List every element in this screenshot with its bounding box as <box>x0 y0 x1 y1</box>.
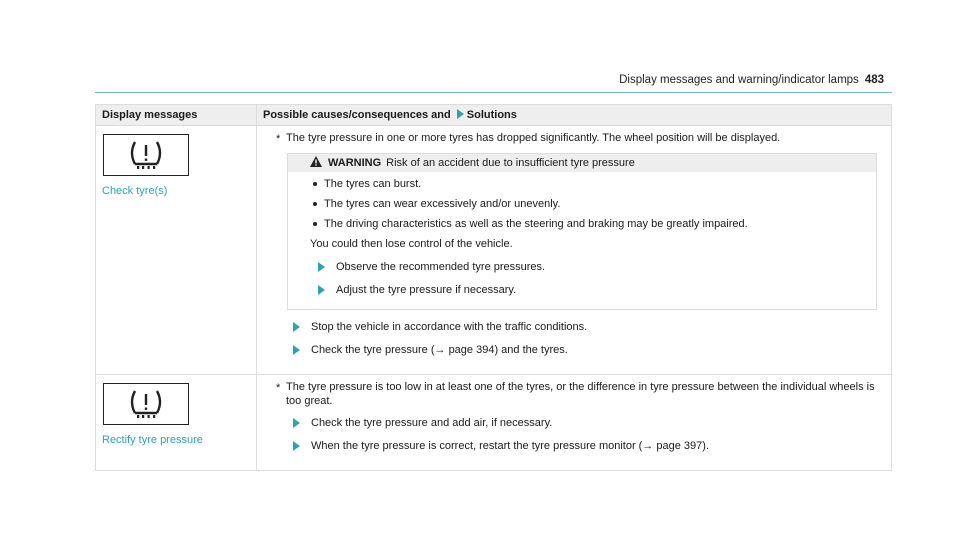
step-arrow-icon <box>293 345 300 355</box>
tyre-pressure-warning-icon <box>103 134 189 176</box>
step-text: Stop the vehicle in accordance with the traffic conditions. <box>311 321 588 333</box>
solution-step <box>293 343 885 357</box>
step-arrow-icon <box>293 441 300 451</box>
cause-text: * The tyre pressure is too low in at least one of the tyres, or the difference in tyre pressure between the individual wheels is too great. <box>276 380 885 408</box>
display-messages-table <box>95 104 892 471</box>
page-reference-link[interactable]: page 394 <box>448 344 495 356</box>
col-header-causes-text: Possible causes/consequences and <box>263 109 451 121</box>
step-text-pre: When the tyre pressure is correct, restart the tyre pressure monitor ( <box>311 440 643 452</box>
warning-step <box>318 260 868 274</box>
message-check-tyres: Check tyre(s) <box>102 185 168 197</box>
list-item: The tyres can burst. <box>324 177 868 191</box>
list-item: The tyres can wear excessively and/or unevenly. <box>324 197 868 211</box>
step-arrow-icon <box>293 322 300 332</box>
warning-body <box>288 172 876 309</box>
table-row <box>96 126 892 375</box>
causes-cell <box>257 375 892 471</box>
solution-step <box>293 320 885 334</box>
table-header-row <box>96 105 892 126</box>
col-header-causes <box>257 105 892 126</box>
step-arrow-icon <box>293 418 300 428</box>
page-header <box>95 74 892 93</box>
cause-text: * The tyre pressure in one or more tyres has dropped significantly. The wheel position will be displayed. <box>276 131 885 145</box>
step-arrow-icon <box>318 285 325 295</box>
message-rectify-tyre-pressure: Rectify tyre pressure <box>102 434 203 446</box>
tyre-pressure-warning-icon <box>103 383 189 425</box>
warning-bullets <box>310 177 868 231</box>
warning-heading: Risk of an accident due to insufficient tyre pressure <box>386 157 635 169</box>
step-text: Adjust the tyre pressure if necessary. <box>336 284 517 296</box>
page-number: 483 <box>864 74 884 86</box>
col-header-solutions-text: Solutions <box>466 109 517 121</box>
step-text: Observe the recommended tyre pressures. <box>336 261 546 273</box>
table-row <box>96 375 892 471</box>
warning-header <box>288 154 876 172</box>
causes-cell <box>257 126 892 375</box>
message-cell <box>96 126 257 375</box>
header-text <box>619 74 884 86</box>
warning-title: WARNING <box>328 157 382 169</box>
solution-step <box>293 416 885 430</box>
warning-triangle-icon <box>310 156 322 167</box>
step-arrow-icon <box>318 262 325 272</box>
step-text-pre: Check the tyre pressure ( <box>311 344 435 356</box>
message-cell <box>96 375 257 471</box>
page-ref-arrow-icon: → <box>642 440 657 452</box>
list-item: The driving characteristics as well as the steering and braking may be greatly impaired. <box>324 217 868 231</box>
page-ref-arrow-icon: → <box>434 344 449 356</box>
warning-box <box>287 153 877 310</box>
warning-note: You could then lose control of the vehicle. <box>310 238 513 250</box>
warning-step <box>318 283 868 297</box>
solution-arrow-icon <box>457 109 464 119</box>
col-header-display-messages: Display messages <box>96 105 257 126</box>
step-text-post: ) and the tyres. <box>494 344 568 356</box>
step-text-post: ). <box>702 440 710 452</box>
step-text: Check the tyre pressure and add air, if necessary. <box>311 417 553 429</box>
page-reference-link[interactable]: page 397 <box>656 440 703 452</box>
header-title: Display messages and warning/indicator lamps <box>619 74 859 86</box>
solution-step <box>293 439 885 453</box>
